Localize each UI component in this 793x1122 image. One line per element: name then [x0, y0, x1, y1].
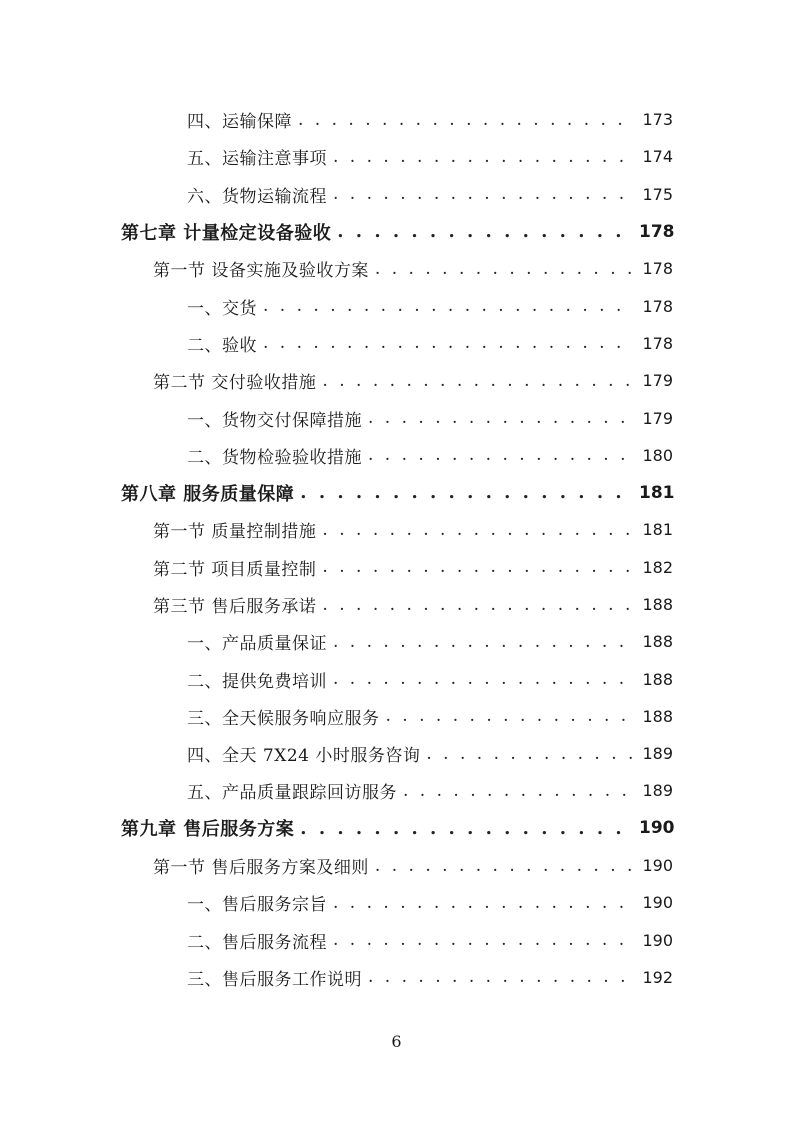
toc-entry-page: 190: [642, 930, 673, 950]
toc-leader-dots: [322, 595, 633, 615]
toc-leader-dots: [403, 781, 633, 801]
toc-entry-page: 178: [639, 221, 675, 242]
toc-entry-page: 175: [642, 184, 673, 204]
toc-subsection-entry[interactable]: [0, 437, 793, 474]
toc-entry-title: 四、全天 7X24 小时服务咨询: [187, 746, 421, 767]
toc-leader-dots: [322, 520, 633, 540]
toc-chapter-entry[interactable]: [0, 213, 793, 250]
toc-entry-page: 188: [642, 632, 673, 652]
toc-entry-title: 六、货物运输流程: [187, 186, 327, 207]
toc-leader-dots: [322, 371, 633, 391]
toc-entry-page: 178: [642, 296, 673, 316]
toc-entry-page: 188: [642, 706, 673, 726]
toc-subsection-entry[interactable]: [0, 287, 793, 324]
toc-entry-page: 189: [642, 744, 673, 764]
toc-entry-title: 三、全天候服务响应服务: [187, 708, 380, 729]
toc-leader-dots: [300, 482, 633, 503]
toc-subsection-entry[interactable]: [0, 325, 793, 362]
toc-subsection-entry[interactable]: [0, 399, 793, 436]
toc-entry-title: 第二节 交付验收措施: [153, 373, 317, 394]
toc-subsection-entry[interactable]: [0, 138, 793, 175]
toc-entry-title: 一、产品质量保证: [187, 634, 327, 655]
toc-entry-page: 192: [642, 967, 673, 987]
toc-entry-page: 182: [642, 557, 673, 577]
toc-entry-title: 二、售后服务流程: [187, 932, 327, 953]
toc-leader-dots: [337, 221, 633, 242]
toc-section-entry[interactable]: [0, 362, 793, 399]
toc-leader-dots: [333, 930, 633, 950]
toc-entry-page: 190: [639, 818, 675, 839]
toc-leader-dots: [368, 408, 633, 428]
toc-entry-title: 四、运输保障: [187, 112, 292, 133]
toc-entry-page: 188: [642, 669, 673, 689]
toc-leader-dots: [322, 557, 633, 577]
toc-leader-dots: [263, 333, 633, 353]
toc-entry-page: 190: [642, 856, 673, 876]
toc-subsection-entry[interactable]: [0, 884, 793, 921]
toc-section-entry[interactable]: [0, 847, 793, 884]
toc-section-entry[interactable]: [0, 586, 793, 623]
toc-entry-page: 178: [642, 259, 673, 279]
toc-section-entry[interactable]: [0, 549, 793, 586]
toc-entry-title: 五、运输注意事项: [187, 149, 327, 170]
toc-entry-title: 二、货物检验验收措施: [187, 447, 362, 468]
toc-leader-dots: [426, 744, 633, 764]
toc-subsection-entry[interactable]: [0, 698, 793, 735]
toc-entry-title: 第二节 项目质量控制: [153, 559, 317, 580]
toc-leader-dots: [333, 893, 633, 913]
toc-entry-page: 189: [642, 781, 673, 801]
page-number: 6: [391, 1032, 402, 1051]
toc-entry-page: 188: [642, 595, 673, 614]
toc-entry-title: 第八章 服务质量保障: [121, 483, 295, 505]
toc-entry-title: 一、货物交付保障措施: [187, 410, 362, 431]
table-of-contents: [0, 101, 793, 996]
toc-subsection-entry[interactable]: [0, 735, 793, 772]
toc-entry-title: 第九章 售后服务方案: [121, 819, 295, 841]
toc-leader-dots: [375, 856, 633, 876]
toc-entry-title: 二、验收: [187, 335, 257, 356]
toc-chapter-entry[interactable]: [0, 474, 793, 511]
toc-subsection-entry[interactable]: [0, 772, 793, 809]
toc-entry-title: 三、售后服务工作说明: [187, 969, 362, 990]
toc-leader-dots: [333, 632, 633, 652]
toc-leader-dots: [333, 147, 633, 167]
toc-entry-title: 第一节 售后服务方案及细则: [153, 858, 369, 879]
toc-entry-page: 181: [639, 482, 675, 503]
toc-entry-title: 一、售后服务宗旨: [187, 895, 327, 916]
toc-subsection-entry[interactable]: [0, 922, 793, 959]
toc-entry-title: 第一节 质量控制措施: [153, 522, 317, 543]
toc-entry-title: 第三节 售后服务承诺: [153, 597, 317, 617]
toc-subsection-entry[interactable]: [0, 959, 793, 996]
toc-entry-title: 第七章 计量检定设备验收: [121, 222, 332, 244]
toc-entry-page: 179: [642, 371, 673, 391]
toc-subsection-entry[interactable]: [0, 176, 793, 213]
toc-section-entry[interactable]: [0, 511, 793, 548]
toc-leader-dots: [263, 296, 633, 316]
toc-entry-title: 二、提供免费培训: [187, 671, 327, 692]
toc-entry-page: 180: [642, 445, 673, 465]
toc-leader-dots: [375, 259, 633, 279]
toc-leader-dots: [333, 669, 633, 689]
toc-entry-title: 五、产品质量跟踪回访服务: [187, 783, 397, 804]
toc-leader-dots: [300, 818, 633, 839]
toc-entry-page: 173: [642, 110, 673, 130]
toc-entry-page: 179: [642, 408, 673, 428]
toc-entry-page: 181: [642, 520, 673, 540]
toc-subsection-entry[interactable]: [0, 660, 793, 697]
toc-chapter-entry[interactable]: [0, 810, 793, 847]
toc-leader-dots: [386, 706, 634, 726]
toc-entry-page: 190: [642, 893, 673, 913]
toc-leader-dots: [298, 110, 633, 130]
toc-section-entry[interactable]: [0, 250, 793, 287]
toc-entry-page: 174: [642, 147, 673, 167]
toc-entry-title: 一、交货: [187, 298, 257, 319]
toc-leader-dots: [368, 967, 633, 987]
toc-leader-dots: [368, 445, 633, 465]
toc-entry-page: 178: [642, 333, 673, 353]
toc-entry-title: 第一节 设备实施及验收方案: [153, 261, 369, 282]
toc-leader-dots: [333, 184, 633, 204]
toc-subsection-entry[interactable]: [0, 623, 793, 660]
toc-subsection-entry[interactable]: [0, 101, 793, 138]
